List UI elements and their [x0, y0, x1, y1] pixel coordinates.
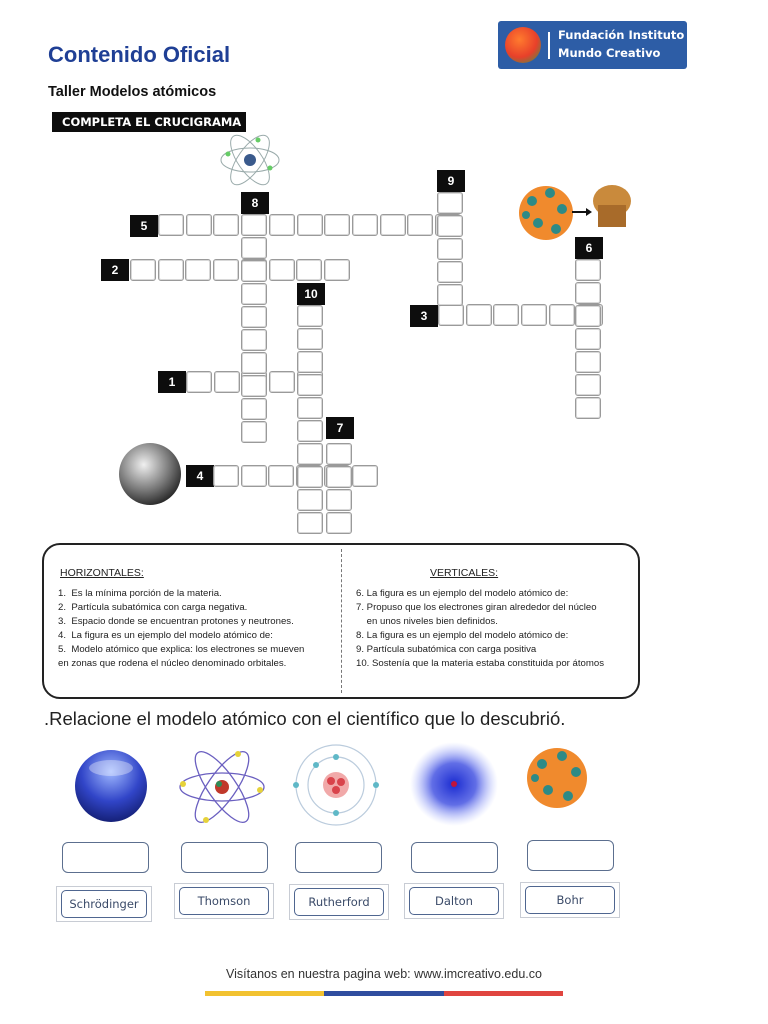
crossword-cell[interactable]: [521, 304, 547, 326]
crossword-cell[interactable]: [575, 374, 601, 396]
crossword-cell[interactable]: [297, 420, 323, 442]
scientist-name: Bohr: [525, 886, 615, 914]
clue-number-10: 10: [297, 283, 325, 305]
scientist-name: Rutherford: [294, 888, 384, 916]
crossword-cell[interactable]: [326, 466, 352, 488]
crossword-cell[interactable]: [297, 489, 323, 511]
clue-number-1: 1: [158, 371, 186, 393]
crossword-cell[interactable]: [575, 351, 601, 373]
crossword-cell[interactable]: [241, 214, 267, 236]
clue-h5: 5. Modelo atómico que explica: los electrones se mueven: [58, 644, 305, 655]
page-title: Contenido Oficial: [48, 42, 231, 67]
crossword-cell[interactable]: [241, 283, 267, 305]
clue-number-2: 2: [101, 259, 129, 281]
clue-number-3: 3: [410, 305, 438, 327]
clue-v7: 7. Propuso que los electrones giran alrededor del núcleo: [356, 602, 597, 613]
crossword-cell[interactable]: [437, 215, 463, 237]
clues-divider: [341, 549, 342, 693]
crossword-cell[interactable]: [437, 261, 463, 283]
clue-h4: 4. La figura es un ejemplo del modelo atómico de:: [58, 630, 273, 641]
crossword-cell[interactable]: [466, 304, 492, 326]
scientist-name: Dalton: [409, 887, 499, 915]
crossword-cell[interactable]: [575, 305, 601, 327]
crossword-cell[interactable]: [185, 259, 211, 281]
crossword-cell[interactable]: [269, 371, 295, 393]
crossword-cell[interactable]: [575, 282, 601, 304]
thomson-plum-pudding-icon: [526, 744, 588, 812]
crossword-cell[interactable]: [241, 375, 267, 397]
crossword-cell[interactable]: [352, 465, 378, 487]
crossword-cell[interactable]: [352, 214, 378, 236]
crossword-cell[interactable]: [213, 214, 239, 236]
crossword-cell[interactable]: [575, 328, 601, 350]
crossword-cell[interactable]: [575, 397, 601, 419]
crossword-cell[interactable]: [241, 421, 267, 443]
horizontal-clues-list: [58, 587, 304, 671]
crossword-cell[interactable]: [158, 214, 184, 236]
crossword-cell[interactable]: [213, 259, 239, 281]
crossword-cell[interactable]: [297, 214, 323, 236]
crossword-cell[interactable]: [493, 304, 519, 326]
crossword-cell[interactable]: [241, 352, 267, 374]
crossword-cell[interactable]: [241, 237, 267, 259]
crossword-cell[interactable]: [296, 259, 322, 281]
crossword-cell[interactable]: [297, 374, 323, 396]
answer-box-5[interactable]: [527, 840, 614, 871]
crossword-cell[interactable]: [326, 443, 352, 465]
answer-box-1[interactable]: [62, 842, 149, 873]
vertical-clues-header: VERTICALES:: [430, 567, 499, 579]
scientist-card-thomson: [174, 883, 274, 919]
crossword-cell[interactable]: [241, 329, 267, 351]
crossword-cell[interactable]: [241, 398, 267, 420]
worksheet-title: Taller Modelos atómicos: [48, 84, 217, 100]
crossword-banner: COMPLETA EL CRUCIGRAMA :: [52, 112, 246, 132]
scientist-card-schrodinger: [56, 886, 152, 922]
crossword-cell[interactable]: [241, 260, 267, 282]
crossword-cell[interactable]: [297, 466, 323, 488]
clue-number-9: 9: [437, 170, 465, 192]
clue-v10: 10. Sostenía que la materia estaba constituida por átomos: [356, 658, 604, 669]
rutherford-nucleus-model-icon: [292, 742, 380, 828]
crossword-cell[interactable]: [297, 397, 323, 419]
electron-cloud-model-icon: [410, 742, 498, 826]
scientist-card-dalton: [404, 883, 504, 919]
horizontal-clues-header: HORIZONTALES:: [60, 567, 144, 579]
crossword-cell[interactable]: [241, 306, 267, 328]
clue-number-4: 4: [186, 465, 214, 487]
footer-website: Visítanos en nuestra pagina web: www.imcreativo.edu.co: [226, 967, 542, 981]
relate-instruction: .Relacione el modelo atómico con el científico que lo descubrió.: [44, 708, 566, 729]
crossword-cell[interactable]: [269, 259, 295, 281]
crossword-cell[interactable]: [297, 305, 323, 327]
clue-v9: 9. Partícula subatómica con carga positiva: [356, 644, 537, 655]
answer-box-3[interactable]: [295, 842, 382, 873]
crossword-cell[interactable]: [326, 489, 352, 511]
clue-number-6: 6: [575, 237, 603, 259]
clues-panel: [42, 543, 640, 699]
crossword-cell[interactable]: [437, 284, 463, 306]
clue-v7-cont: en unos niveles bien definidos.: [356, 616, 498, 627]
crossword-cell[interactable]: [214, 371, 240, 393]
crossword-cell[interactable]: [186, 214, 212, 236]
clue-v8: 8. La figura es un ejemplo del modelo atómico de:: [356, 630, 569, 641]
clue-v6: 6. La figura es un ejemplo del modelo atómico de:: [356, 588, 569, 599]
vertical-clues-list: [356, 587, 604, 671]
clue-h1: 1. Es la mínima porción de la materia.: [58, 588, 222, 599]
clue-number-5: 5: [130, 215, 158, 237]
scientist-name: Schrödinger: [61, 890, 147, 918]
crossword-cell[interactable]: [324, 214, 350, 236]
crossword-cell[interactable]: [297, 512, 323, 534]
crossword-cell[interactable]: [297, 328, 323, 350]
scientist-name: Thomson: [179, 887, 269, 915]
crossword-cell[interactable]: [326, 512, 352, 534]
crossword-cell[interactable]: [324, 259, 350, 281]
crossword-cell[interactable]: [241, 465, 267, 487]
bohr-orbit-model-icon: [176, 746, 268, 828]
schrodinger-blue-sphere-icon: [72, 748, 150, 824]
clue-h5-cont: en zonas que rodena el núcleo denominado orbitales.: [58, 658, 287, 669]
crossword-cell[interactable]: [437, 238, 463, 260]
crossword-cell[interactable]: [437, 192, 463, 214]
crossword-cell[interactable]: [407, 214, 433, 236]
logo-line-1: Fundación Instituto: [558, 28, 685, 42]
scientist-card-bohr: [520, 882, 620, 918]
clue-number-8: 8: [241, 192, 269, 214]
crossword-cell[interactable]: [268, 465, 294, 487]
clue-h3: 3. Espacio donde se encuentran protones y neutrones.: [58, 616, 294, 627]
scientist-card-rutherford: [289, 884, 389, 920]
clue-h2: 2. Partícula subatómica con carga negativa.: [58, 602, 248, 613]
crossword-cell[interactable]: [269, 214, 295, 236]
crossword-cell[interactable]: [549, 304, 575, 326]
clue-number-7: 7: [326, 417, 354, 439]
crossword-cell[interactable]: [213, 465, 239, 487]
answer-box-2[interactable]: [181, 842, 268, 873]
crossword-cell[interactable]: [380, 214, 406, 236]
answer-box-4[interactable]: [411, 842, 498, 873]
crossword-cell[interactable]: [158, 259, 184, 281]
crossword-cell[interactable]: [438, 304, 464, 326]
footer-color-stripe: [205, 991, 563, 996]
logo-line-2: Mundo Creativo: [558, 46, 661, 60]
crossword-cell[interactable]: [297, 443, 323, 465]
crossword-cell[interactable]: [297, 351, 323, 373]
crossword-cell[interactable]: [130, 259, 156, 281]
crossword-cell[interactable]: [575, 259, 601, 281]
crossword-cell[interactable]: [186, 371, 212, 393]
